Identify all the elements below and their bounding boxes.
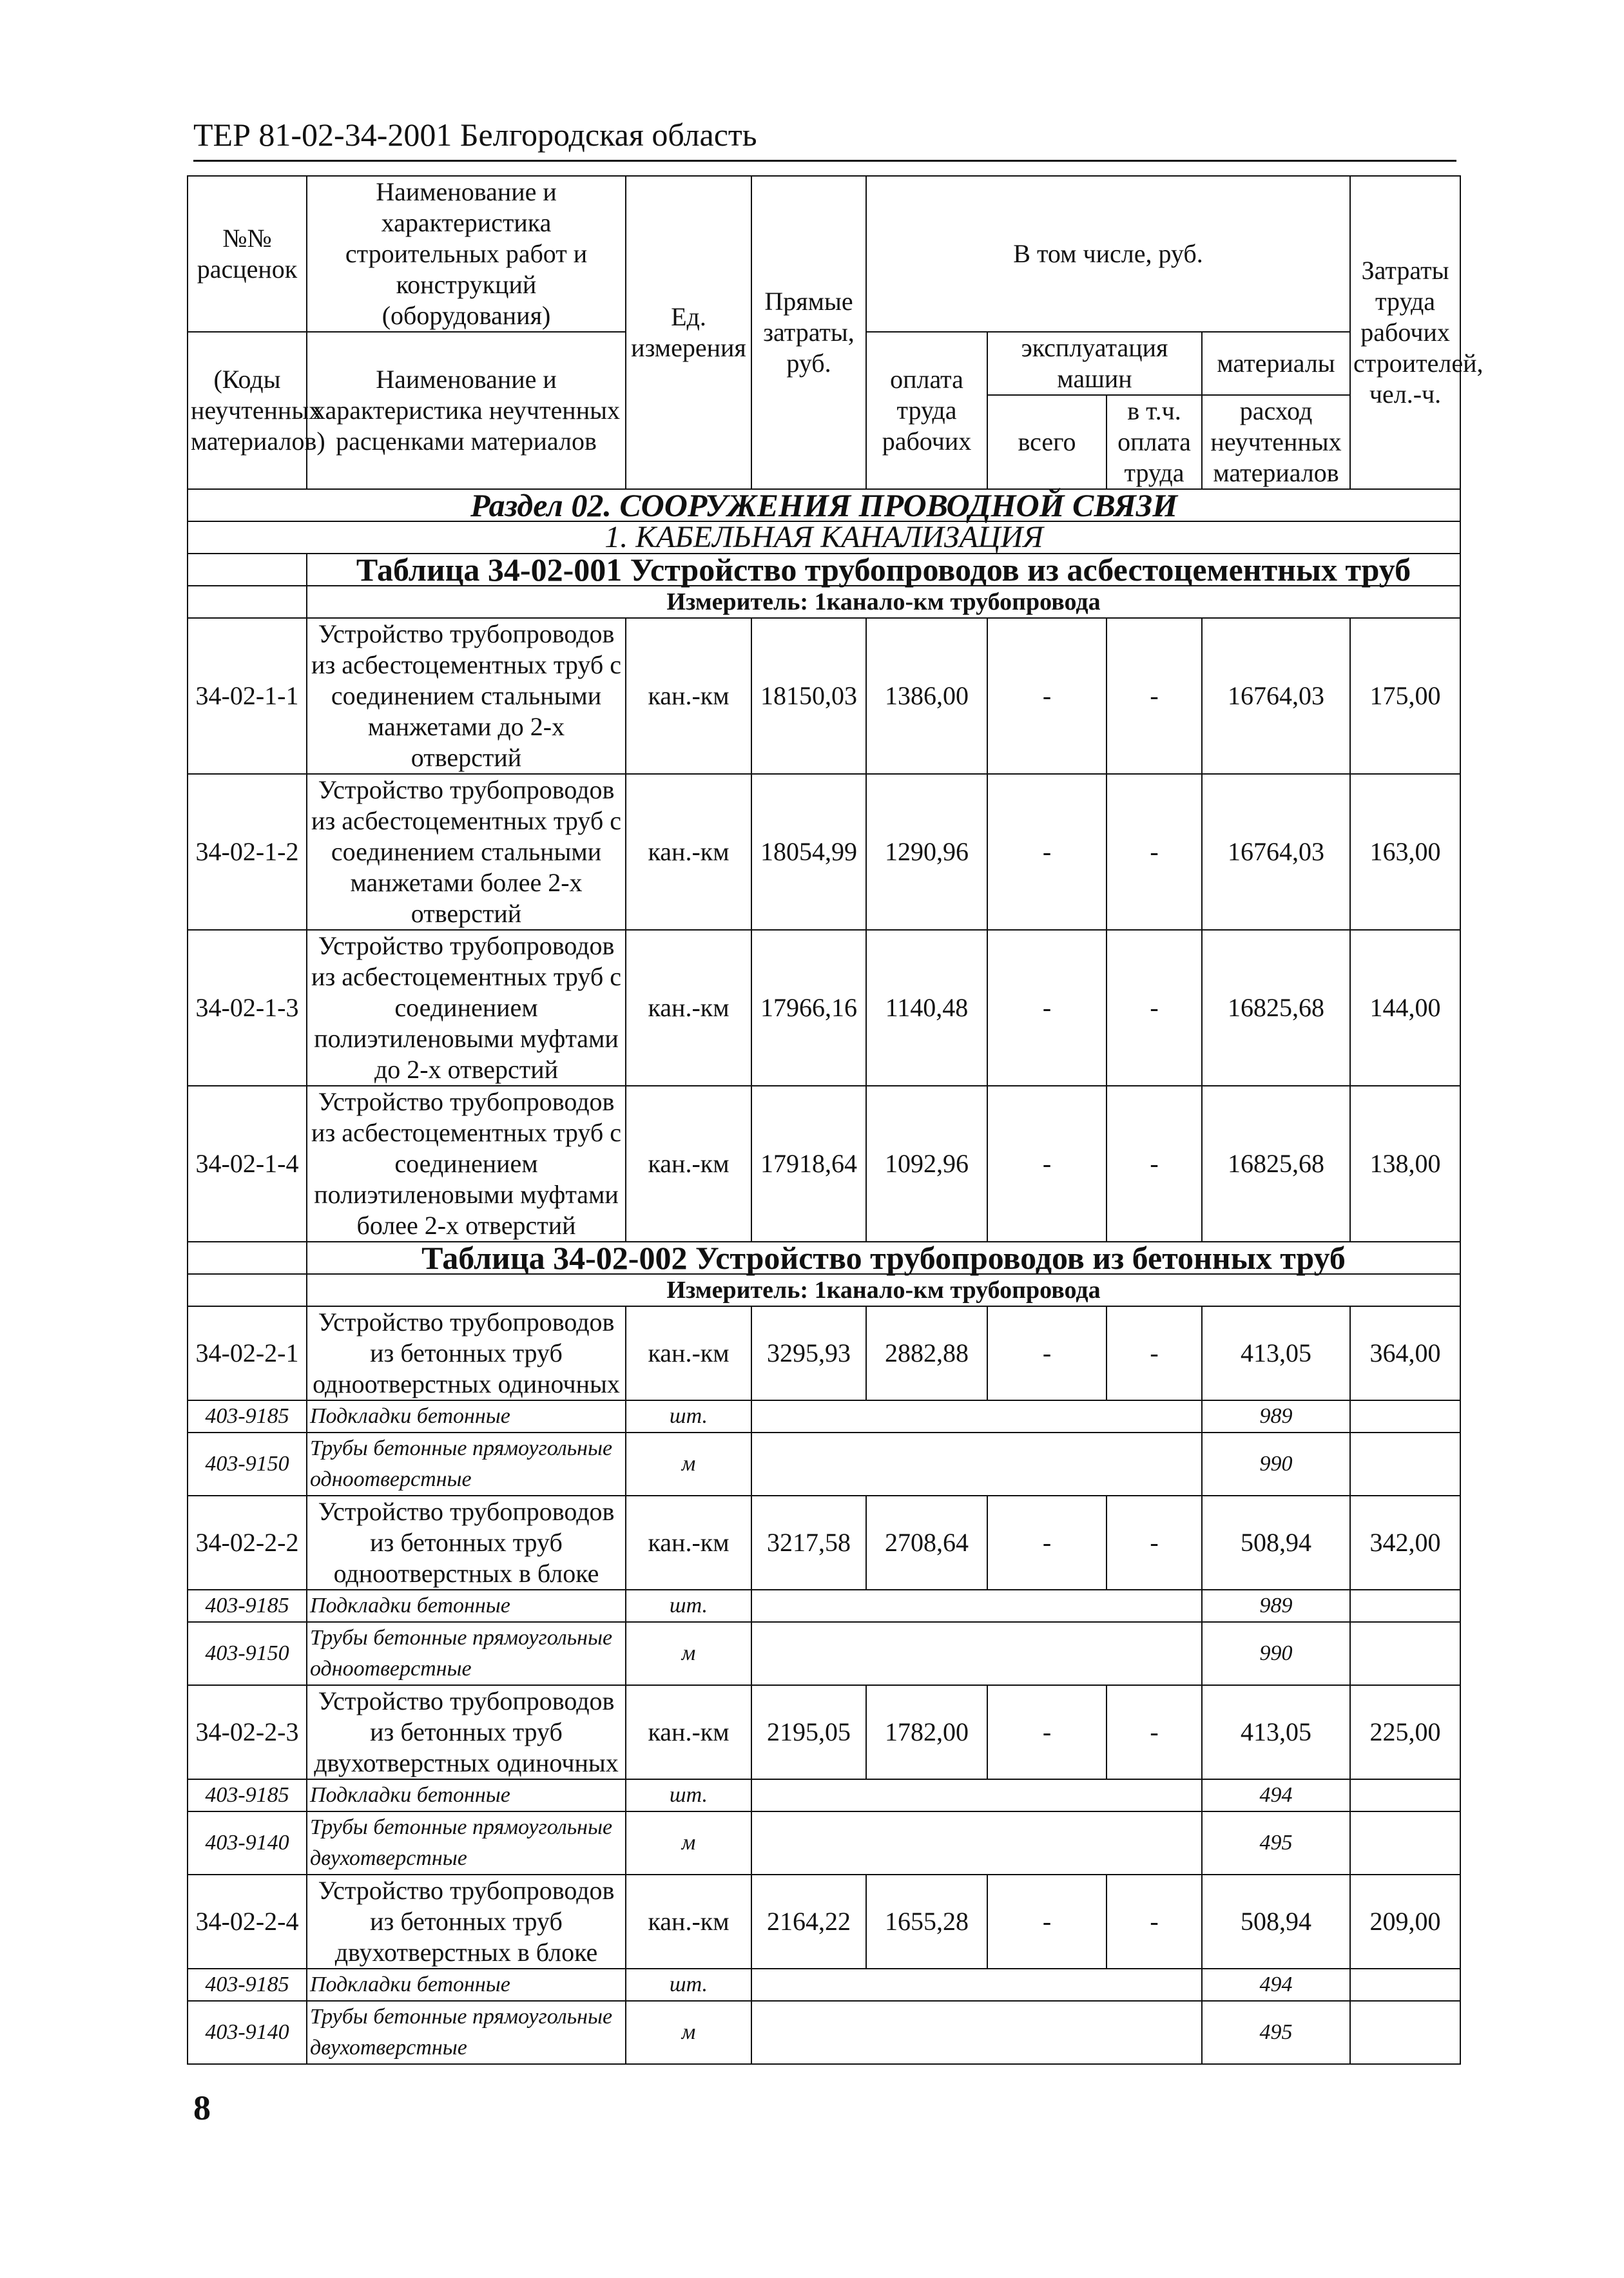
material-qty: 495 [1202,1811,1350,1875]
table-title-row [188,554,1460,586]
material-code: 403-9140 [188,1811,307,1875]
rate-code: 34-02-2-4 [188,1875,307,1969]
rate-machines-total: - [987,618,1107,774]
material-row [188,1400,1460,1433]
rate-materials: 508,94 [1202,1875,1350,1969]
rates-table-body [188,176,1484,2064]
rate-materials: 16825,68 [1202,1086,1350,1242]
material-empty [1350,1400,1460,1433]
material-code: 403-9140 [188,2001,307,2064]
material-code: 403-9185 [188,1590,307,1622]
rate-materials: 508,94 [1202,1496,1350,1590]
material-empty [1350,1811,1460,1875]
rate-labor-hours: 144,00 [1350,930,1460,1086]
rate-name: Устройство трубопроводов из бетонных труб двухотверстных одиночных [307,1685,626,1779]
rate-code: 34-02-1-3 [188,930,307,1086]
rate-code: 34-02-1-4 [188,1086,307,1242]
col-machines-labor-header: в т.ч. оплата труда [1107,395,1202,489]
table-title: Таблица 34-02-002 Устройство трубопроводов из бетонных труб [307,1242,1460,1274]
rate-unit: кан.-км [626,1496,751,1590]
material-empty [751,1400,1202,1433]
measure-row [188,586,1460,618]
col-machines-total-header: всего [987,395,1107,489]
material-unit: шт. [626,1590,751,1622]
rate-code: 34-02-1-2 [188,774,307,930]
rate-unit: кан.-км [626,1306,751,1400]
rate-unit: кан.-км [626,774,751,930]
rate-labor-pay: 1140,48 [866,930,987,1086]
material-name: Трубы бетонные прямоугольные двухотверстные [307,1811,626,1875]
rate-direct-cost: 17966,16 [751,930,866,1086]
table-row [188,930,1460,1086]
col-materials-header: материалы [1202,332,1350,395]
rate-machines-total: - [987,1496,1107,1590]
material-qty: 495 [1202,2001,1350,2064]
material-qty: 990 [1202,1433,1350,1496]
material-name: Трубы бетонные прямоугольные двухотверстные [307,2001,626,2064]
rate-labor-hours: 225,00 [1350,1685,1460,1779]
rate-machines-labor: - [1107,1685,1202,1779]
rate-direct-cost: 3295,93 [751,1306,866,1400]
rate-labor-hours: 209,00 [1350,1875,1460,1969]
rate-labor-pay: 2708,64 [866,1496,987,1590]
rate-name: Устройство трубопроводов из асбестоцементных труб с соединением полиэтиленовыми муфтами до 2-х отверстий [307,930,626,1086]
rate-machines-total: - [987,774,1107,930]
rate-name: Устройство трубопроводов из асбестоцементных труб с соединением стальными манжетами до 2-х отверстий [307,618,626,774]
section-row [188,489,1460,521]
material-row [188,1811,1460,1875]
rate-machines-labor: - [1107,930,1202,1086]
material-row [188,1779,1460,1811]
material-unit: шт. [626,1779,751,1811]
col-direct-header: Прямые затраты, руб. [751,176,866,489]
rate-unit: кан.-км [626,1086,751,1242]
material-row [188,1590,1460,1622]
material-unit: шт. [626,1400,751,1433]
rate-code: 34-02-2-2 [188,1496,307,1590]
blank-cell [188,1274,307,1306]
rate-labor-hours: 163,00 [1350,774,1460,930]
rate-materials: 16764,03 [1202,774,1350,930]
rate-labor-pay: 1386,00 [866,618,987,774]
rate-direct-cost: 18150,03 [751,618,866,774]
rate-materials: 16764,03 [1202,618,1350,774]
material-empty [1350,1433,1460,1496]
material-code: 403-9185 [188,1400,307,1433]
header-row-1 [188,176,1460,332]
rate-code: 34-02-1-1 [188,618,307,774]
material-row [188,1969,1460,2001]
material-name: Трубы бетонные прямоугольные одноотверстные [307,1622,626,1685]
material-qty: 494 [1202,1969,1350,2001]
material-row [188,1433,1460,1496]
rate-name: Устройство трубопроводов из бетонных труб одноотверстных одиночных [307,1306,626,1400]
rate-labor-hours: 342,00 [1350,1496,1460,1590]
blank-cell [188,586,307,618]
rate-name: Устройство трубопроводов из бетонных труб одноотверстных в блоке [307,1496,626,1590]
material-empty [1350,1590,1460,1622]
material-code: 403-9150 [188,1622,307,1685]
rate-name: Устройство трубопроводов из асбестоцементных труб с соединением полиэтиленовыми муфтами более 2-х отверстий [307,1086,626,1242]
material-code: 403-9185 [188,1779,307,1811]
material-qty: 990 [1202,1622,1350,1685]
material-empty [1350,1779,1460,1811]
rate-labor-hours: 138,00 [1350,1086,1460,1242]
page-header [193,116,1456,162]
material-name: Подкладки бетонные [307,1400,626,1433]
rate-labor-hours: 175,00 [1350,618,1460,774]
rate-machines-total: - [987,1685,1107,1779]
col-unit-header: Ед. измерения [626,176,751,489]
rate-unit: кан.-км [626,930,751,1086]
material-row [188,1622,1460,1685]
table-row [188,774,1460,930]
rate-unit: кан.-км [626,618,751,774]
rate-name: Устройство трубопроводов из асбестоцементных труб с соединением стальными манжетами более 2-х отверстий [307,774,626,930]
subsection-row [188,521,1460,554]
material-empty [1350,1969,1460,2001]
table-title: Таблица 34-02-001 Устройство трубопроводов из асбестоцементных труб [307,554,1460,586]
material-code: 403-9185 [188,1969,307,2001]
material-row [188,2001,1460,2064]
rate-direct-cost: 2195,05 [751,1685,866,1779]
measure-label: Измеритель: 1канало-км трубопровода [307,1274,1460,1306]
col-name-header: Наименование и характеристика строительных работ и конструкций (оборудования) [307,176,626,332]
material-name: Подкладки бетонные [307,1779,626,1811]
rate-direct-cost: 2164,22 [751,1875,866,1969]
rate-direct-cost: 3217,58 [751,1496,866,1590]
table-row [188,1086,1460,1242]
rate-labor-pay: 1092,96 [866,1086,987,1242]
rate-code: 34-02-2-1 [188,1306,307,1400]
table-row [188,618,1460,774]
rate-labor-pay: 1655,28 [866,1875,987,1969]
material-name: Подкладки бетонные [307,1969,626,2001]
material-unit: м [626,2001,751,2064]
rate-machines-labor: - [1107,774,1202,930]
rate-direct-cost: 17918,64 [751,1086,866,1242]
material-qty: 989 [1202,1400,1350,1433]
material-code: 403-9150 [188,1433,307,1496]
table-row [188,1875,1460,1969]
table-row [188,1306,1460,1400]
material-empty [751,1433,1202,1496]
material-empty [751,1811,1202,1875]
table-title-row [188,1242,1460,1274]
col-name-alt-header: Наименование и характеристика неучтенных расценками материалов [307,332,626,489]
rate-machines-total: - [987,1306,1107,1400]
col-materials-alt-header: расход неучтенных материалов [1202,395,1350,489]
material-name: Трубы бетонные прямоугольные одноотверстные [307,1433,626,1496]
material-unit: м [626,1433,751,1496]
material-empty [751,1969,1202,2001]
table-row [188,1685,1460,1779]
measure-row [188,1274,1460,1306]
rate-materials: 413,05 [1202,1685,1350,1779]
material-qty: 989 [1202,1590,1350,1622]
col-labor-cost-header: Затраты труда рабочих строителей, чел.-ч. [1350,176,1460,489]
section-title: Раздел 02. СООРУЖЕНИЯ ПРОВОДНОЙ СВЯЗИ [188,489,1460,521]
rate-unit: кан.-км [626,1875,751,1969]
material-qty: 494 [1202,1779,1350,1811]
rate-name: Устройство трубопроводов из бетонных труб двухотверстных в блоке [307,1875,626,1969]
rate-materials: 16825,68 [1202,930,1350,1086]
blank-cell [188,554,307,586]
material-empty [751,2001,1202,2064]
rate-unit: кан.-км [626,1685,751,1779]
material-empty [751,1779,1202,1811]
rate-machines-labor: - [1107,1875,1202,1969]
material-unit: м [626,1811,751,1875]
rate-machines-total: - [987,930,1107,1086]
rate-labor-pay: 2882,88 [866,1306,987,1400]
rate-labor-pay: 1290,96 [866,774,987,930]
rate-machines-labor: - [1107,1306,1202,1400]
material-unit: шт. [626,1969,751,2001]
col-labor-pay-header: оплата труда рабочих [866,332,987,489]
table-row [188,1496,1460,1590]
col-code-header: №№ расценок [188,176,307,332]
rate-machines-total: - [987,1875,1107,1969]
col-incl-header: В том числе, руб. [866,176,1350,332]
rate-machines-total: - [987,1086,1107,1242]
material-name: Подкладки бетонные [307,1590,626,1622]
rate-machines-labor: - [1107,1086,1202,1242]
rate-code: 34-02-2-3 [188,1685,307,1779]
rate-direct-cost: 18054,99 [751,774,866,930]
document-title: ТЕР 81-02-34-2001 Белгородская область [193,117,757,153]
rate-materials: 413,05 [1202,1306,1350,1400]
subsection-title: 1. КАБЕЛЬНАЯ КАНАЛИЗАЦИЯ [188,521,1460,554]
blank-cell [188,1242,307,1274]
material-unit: м [626,1622,751,1685]
material-empty [1350,1622,1460,1685]
col-code-alt-header: (Коды неучтенных материалов) [188,332,307,489]
rate-machines-labor: - [1107,1496,1202,1590]
material-empty [751,1590,1202,1622]
rate-labor-hours: 364,00 [1350,1306,1460,1400]
rate-labor-pay: 1782,00 [866,1685,987,1779]
measure-label: Измеритель: 1канало-км трубопровода [307,586,1460,618]
page-number: 8 [193,2089,211,2127]
material-empty [751,1622,1202,1685]
material-empty [1350,2001,1460,2064]
rates-table [187,175,1484,2065]
rate-machines-labor: - [1107,618,1202,774]
col-machines-header: эксплуатация машин [987,332,1202,395]
